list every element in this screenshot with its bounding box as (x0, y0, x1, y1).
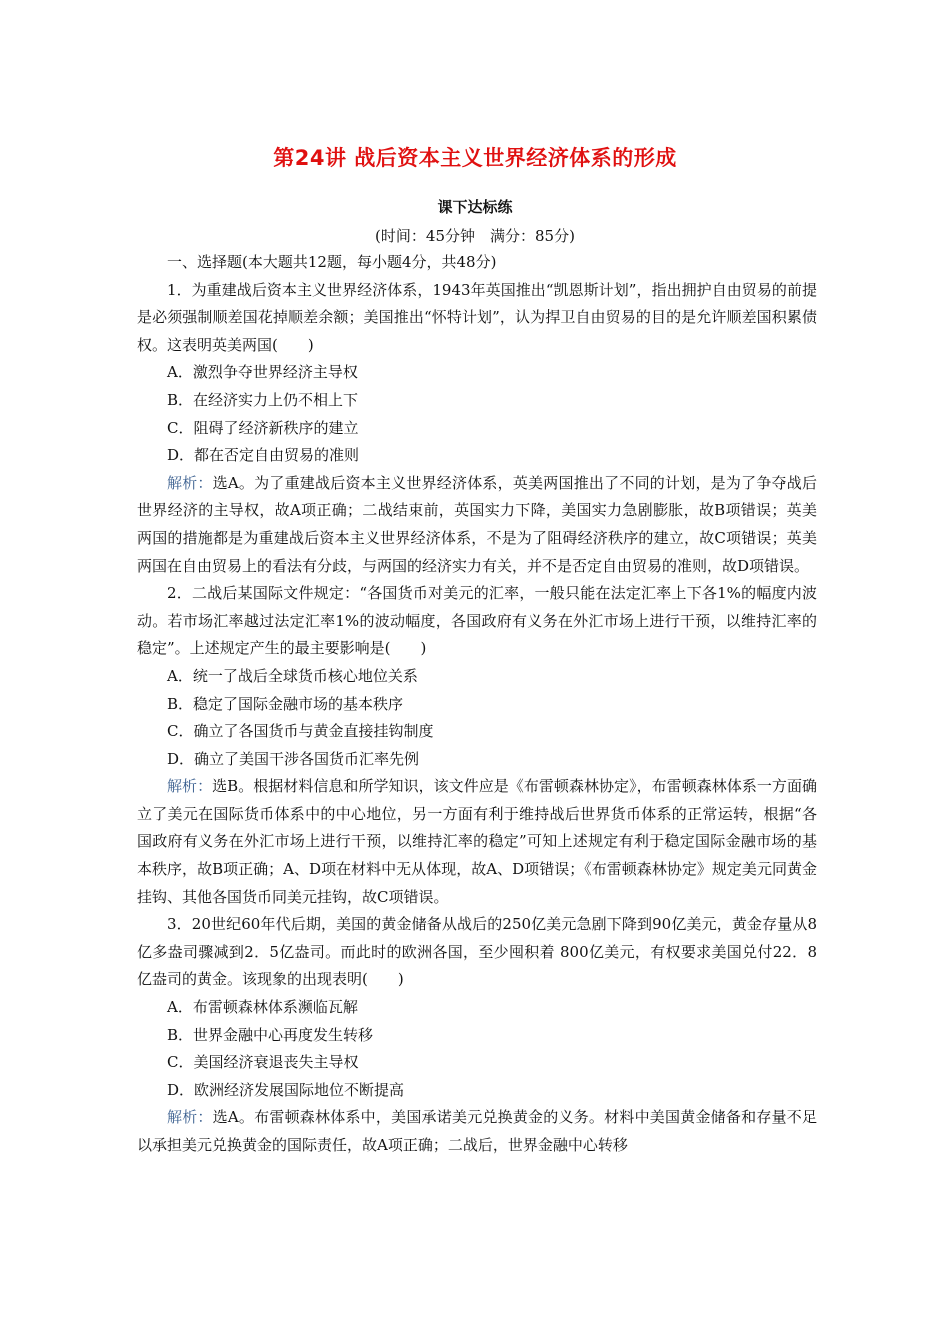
question-2-stem: 2．二战后某国际文件规定：“各国货币对美元的汇率，一般只能在法定汇率上下各1%的幅度内波动。若市场汇率越过法定汇率1%的波动幅度，各国政府有义务在外汇市场上进行干预，以维持汇率的稳定”。上述规定产生的最主要影响是( ) (137, 584, 817, 658)
question-1-option-b: B．在经济实力上仍不相上下 (167, 390, 359, 409)
question-1-stem: 1．为重建战后资本主义世界经济体系，1943年英国推出“凯恩斯计划”，指出拥护自由贸易的前提是必须强制顺差国花掉顺差余额；美国推出“怀特计划”，认为捍卫自由贸易的目的是允许顺差国积累债权。这表明英美两国( ) (137, 280, 817, 354)
analysis-text: 选A。为了重建战后资本主义世界经济体系，英美两国推出了不同的计划，是为了争夺战后世界经济的主导权，故A项正确；二战结束前，英国实力下降，美国实力急剧膨胀，故B项错误；英美两国的措施都是为重建战后资本主义世界经济体系，不是为了阻碍经济秩序的建立，故C项错误；英美两国在自由贸易上的看法有分歧，与两国的经济实力有关，并不是否定自由贸易的准则，故D项错误。 (137, 473, 817, 575)
exercise-subtitle: 课下达标练 (437, 198, 513, 216)
question-1-analysis (137, 470, 817, 580)
question-2-option-c: C．确立了各国货币与黄金直接挂钩制度 (167, 722, 434, 741)
question-3-analysis (137, 1104, 817, 1159)
question-3-stem: 3．20世纪60年代后期，美国的黄金储备从战后的250亿美元急剧下降到90亿美元，黄金存量从8亿多盎司骤减到2．5亿盎司。而此时的欧洲各国，至少囤积着 800亿美元，有权要求美国兑付22．8亿盎司的黄金。该现象的出现表明( ) (137, 915, 817, 989)
question-1-option-a: A．激烈争夺世界经济主导权 (167, 363, 358, 382)
analysis-text: 选A。布雷顿森林体系中，美国承诺美元兑换黄金的义务。材料中美国黄金储备和存量不足以承担美元兑换黄金的国际责任，故A项正确；二战后，世界金融中心转移 (137, 1108, 817, 1154)
question-3-option-d: D．欧洲经济发展国际地位不断提高 (167, 1080, 405, 1099)
exercise-body (137, 249, 817, 1160)
question-3-option-c: C．美国经济衰退丧失主导权 (167, 1053, 359, 1072)
question-3-option-a: A．布雷顿森林体系濒临瓦解 (167, 998, 358, 1017)
question-2-option-d: D．确立了美国干涉各国货币汇率先例 (167, 749, 420, 768)
question-2-option-b: B．稳定了国际金融市场的基本秩序 (167, 694, 404, 713)
section-heading: 一、选择题(本大题共12题，每小题4分，共48分) (167, 253, 497, 271)
question-2-analysis (137, 773, 817, 911)
time-and-score: (时间：45分钟 满分：85分) (375, 227, 575, 245)
question-1-option-d: D．都在否定自由贸易的准则 (167, 446, 360, 465)
question-2-option-a: A．统一了战后全球货币核心地位关系 (167, 666, 418, 685)
question-1-option-c: C．阻碍了经济新秩序的建立 (167, 418, 359, 437)
analysis-label: 解析： (167, 777, 213, 796)
question-3-option-b: B．世界金融中心再度发生转移 (167, 1025, 374, 1044)
lesson-title: 第24讲 战后资本主义世界经济体系的形成 (273, 146, 677, 170)
analysis-text: 选B。根据材料信息和所学知识，该文件应是《布雷顿森林协定》，布雷顿森林体系一方面确立了美元在国际货币体系中的中心地位，另一方面有利于维持战后世界货币体系的正常运转，根据“各国政府有义务在外汇市场上进行干预，以维持汇率的稳定”可知上述规定有利于稳定国际金融市场的基本秩序，故B项正确；A、D项在材料中无从体现，故A、D项错误；《布雷顿森林协定》规定美元同黄金挂钩、其他各国货币同美元挂钩，故C项错误。 (137, 777, 817, 906)
analysis-label: 解析： (167, 1108, 213, 1127)
analysis-label: 解析： (167, 473, 213, 492)
